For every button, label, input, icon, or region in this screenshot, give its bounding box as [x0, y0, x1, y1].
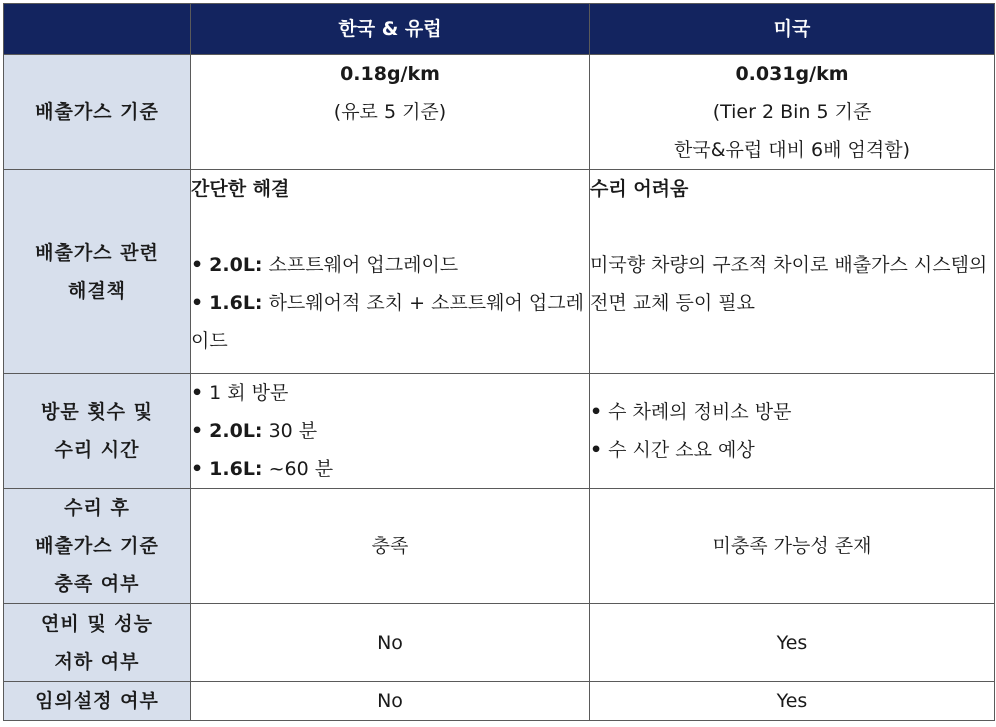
header-us: 미국 — [590, 4, 995, 55]
row-emission-standard — [4, 55, 995, 170]
bullet-icon: • — [191, 292, 204, 314]
header-row — [4, 4, 995, 55]
solution-title-us: 수리 어려움 — [590, 178, 689, 200]
label-text: 배출가스 관련 — [35, 241, 159, 264]
list-item: • 1 회 방문 — [191, 382, 289, 404]
label-text: 배출가스 기준 — [35, 535, 159, 557]
comparison-table — [3, 3, 995, 721]
cell-us-performance: Yes — [590, 604, 995, 682]
label-text: 수리 시간 — [54, 439, 140, 461]
label-text: 임의설정 여부 — [35, 690, 159, 712]
label-text: 저하 여부 — [54, 650, 140, 673]
label-text: 연비 및 성능 — [41, 612, 153, 635]
list-item: • 2.0L: 30 분 — [191, 420, 318, 442]
header-korea-eu: 한국 & 유럽 — [191, 4, 590, 55]
emission-value-korea-eu: 0.18g/km — [340, 63, 440, 85]
bullet-icon: • — [590, 401, 603, 423]
list-item: • 수 시간 소요 예상 — [590, 439, 755, 461]
cell-korea-eu-emission — [191, 55, 590, 170]
cell-korea-eu-performance: No — [191, 604, 590, 682]
cell-korea-eu-post-repair: 충족 — [191, 489, 590, 604]
row-defeat-device — [4, 682, 995, 721]
cell-us-post-repair: 미충족 가능성 존재 — [590, 489, 995, 604]
emission-note-korea-eu: (유로 5 기준) — [333, 101, 447, 123]
label-text: 해결책 — [67, 279, 127, 302]
bullet-icon: • — [191, 420, 204, 442]
cell-korea-eu-solution — [191, 170, 590, 374]
row-label-solution — [4, 170, 191, 374]
list-item: • 1.6L: 하드웨어적 조치 + 소프트웨어 업그레이드 — [191, 292, 584, 352]
row-post-repair — [4, 489, 995, 604]
list-item: • 수 차례의 정비소 방문 — [590, 401, 792, 423]
label-text: 충족 여부 — [54, 573, 140, 595]
row-label-defeat-device — [4, 682, 191, 721]
row-visits — [4, 374, 995, 489]
emission-note-us-1: (Tier 2 Bin 5 기준 — [712, 101, 872, 123]
visits-list-korea-eu — [191, 374, 589, 488]
cell-korea-eu-visits — [191, 374, 590, 489]
row-label-visits — [4, 374, 191, 489]
bullet-icon: • — [191, 458, 204, 480]
bullet-icon: • — [191, 382, 204, 404]
visits-list-us — [590, 393, 994, 469]
list-item: • 1.6L: ~60 분 — [191, 458, 334, 480]
label-text: 수리 후 — [64, 497, 130, 519]
cell-us-defeat-device: Yes — [590, 682, 995, 721]
header-blank-cell — [4, 4, 191, 55]
solution-list-korea-eu — [191, 246, 589, 360]
list-item: • 2.0L: 소프트웨어 업그레이드 — [191, 254, 459, 276]
cell-us-emission — [590, 55, 995, 170]
row-label-post-repair — [4, 489, 191, 604]
row-performance — [4, 604, 995, 682]
cell-us-solution — [590, 170, 995, 374]
bullet-icon: • — [191, 254, 204, 276]
row-label-emission-standard — [4, 55, 191, 170]
solution-text-us: 미국향 차량의 구조적 차이로 배출가스 시스템의 전면 교체 등이 필요 — [590, 254, 988, 314]
label-text: 배출가스 기준 — [35, 101, 159, 123]
row-solution — [4, 170, 995, 374]
solution-title-korea-eu: 간단한 해결 — [191, 178, 290, 200]
cell-korea-eu-defeat-device: No — [191, 682, 590, 721]
label-text: 방문 횟수 및 — [41, 401, 153, 423]
cell-us-visits — [590, 374, 995, 489]
row-label-performance — [4, 604, 191, 682]
emission-value-us: 0.031g/km — [735, 63, 849, 85]
bullet-icon: • — [590, 439, 603, 461]
emission-note-us-2: 한국&유럽 대비 6배 엄격함) — [674, 139, 910, 161]
